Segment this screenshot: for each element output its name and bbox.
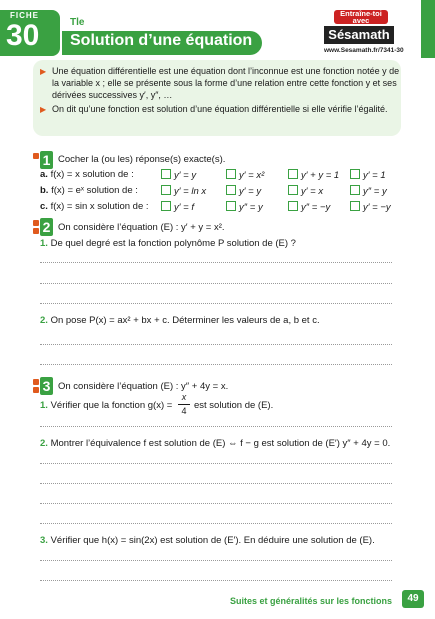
ex1-b-option-2[interactable]	[226, 185, 261, 197]
marker-square-icon	[33, 220, 39, 226]
exercise-3-badge	[33, 377, 53, 395]
option-text: y′ + y = 1	[301, 170, 340, 181]
option-text: y′ = x	[301, 186, 324, 197]
intro-text-1: Une équation différentielle est une équation dont l’inconnue est une fonction notée y de la variable x ; elle se présente sous la forme d’une relation entre cette fonction y et ses dérivées successives y′, y″, …	[52, 66, 400, 100]
ex1-a-option-3[interactable]	[288, 169, 339, 181]
corner-tab	[421, 0, 435, 58]
sesamath-brand: Sésamath	[324, 26, 394, 44]
checkbox[interactable]	[226, 185, 236, 195]
intro-text-2: On dit qu’une fonction est solution d’une équation différentielle si elle vérifie l’égalité.	[52, 104, 388, 114]
fraction-bar	[178, 404, 190, 405]
option-text: y″ = −y	[301, 202, 331, 213]
answer-line[interactable]	[40, 262, 392, 263]
fraction-numerator: x	[181, 392, 187, 402]
checkbox[interactable]	[350, 169, 360, 179]
ex2-q1-text: De quel degré est la fonction polynôme P solution de (E) ?	[50, 238, 296, 249]
ex3-q3-number: 3.	[40, 535, 48, 546]
page-number: 49	[402, 590, 424, 608]
ex3-q2-number: 2.	[40, 438, 48, 449]
page-title: Solution d’une équation	[70, 32, 253, 49]
answer-line[interactable]	[40, 426, 392, 427]
answer-line[interactable]	[40, 580, 392, 581]
option-text: y′ = −y	[363, 202, 391, 213]
sesamath-url[interactable]: www.Sesamath.fr/7341-30	[324, 47, 404, 54]
answer-line[interactable]	[40, 560, 392, 561]
ex1-row-a-label: a.	[40, 169, 48, 180]
ex2-q2-number: 2.	[40, 315, 48, 326]
ex1-c-option-1[interactable]	[161, 201, 194, 213]
exercise-1-instruction: Cocher la (ou les) réponse(s) exacte(s).	[58, 154, 226, 165]
exercise-2-badge	[33, 218, 53, 236]
ex1-b-option-4[interactable]	[350, 185, 387, 197]
answer-line[interactable]	[40, 303, 392, 304]
ex3-question-1	[40, 400, 172, 411]
ex3-question-3	[40, 535, 375, 546]
option-text: y″ = y	[363, 186, 387, 197]
ex3-q2-text: Montrer l’équivalence f est solution de (E) ⇔ f − g est solution de (E′) y″ + 4y = 0.	[50, 438, 391, 449]
ex1-b-option-1[interactable]	[161, 185, 206, 197]
ex1-a-option-1[interactable]	[161, 169, 196, 181]
sesamath-logo[interactable]	[324, 9, 404, 58]
checkbox[interactable]	[288, 201, 298, 211]
fraction-denominator: 4	[181, 406, 187, 416]
option-text: y′ = y	[174, 170, 197, 181]
ex3-q1-text-a: Vérifier que la fonction g(x) =	[50, 400, 173, 411]
fiche-badge	[0, 10, 60, 56]
ex1-row-c-stmt: f(x) = sin x solution de :	[50, 201, 149, 212]
exercise-1-badge	[33, 151, 53, 169]
ex1-row-b-stmt: f(x) = eˣ solution de :	[51, 185, 138, 196]
ex3-q1-text-b: est solution de (E).	[194, 400, 274, 411]
answer-line[interactable]	[40, 364, 392, 365]
answer-line[interactable]	[40, 483, 392, 484]
option-text: y′ = x²	[239, 170, 265, 181]
ex2-q1-number: 1.	[40, 238, 48, 249]
exercise-2-number: 2	[40, 218, 53, 236]
fiche-number: 30	[6, 19, 40, 52]
exercise-1-number: 1	[40, 151, 53, 169]
checkbox[interactable]	[350, 185, 360, 195]
ex1-c-option-4[interactable]	[350, 201, 391, 213]
ex1-row-a	[40, 169, 134, 180]
option-text: y′ = y	[239, 186, 262, 197]
marker-square-icon	[33, 153, 39, 159]
ex1-a-option-2[interactable]	[226, 169, 264, 181]
ex1-a-option-4[interactable]	[350, 169, 386, 181]
answer-line[interactable]	[40, 523, 392, 524]
exercise-3-intro: On considère l’équation (E) : y″ + 4y = x.	[58, 381, 229, 392]
checkbox[interactable]	[161, 169, 171, 179]
bullet-triangle-icon: ▶	[40, 67, 47, 76]
bullet-triangle-icon: ▶	[40, 105, 47, 114]
ex2-question-1	[40, 238, 296, 249]
footer-chapter: Suites et généralités sur les fonctions	[230, 596, 393, 606]
checkbox[interactable]	[288, 169, 298, 179]
ex1-row-b-label: b.	[40, 185, 49, 196]
checkbox[interactable]	[226, 201, 236, 211]
ex1-row-c	[40, 201, 149, 212]
option-text: y′ = ln x	[174, 186, 207, 197]
ex1-c-option-3[interactable]	[288, 201, 330, 213]
ex3-question-2	[40, 438, 390, 449]
checkbox[interactable]	[288, 185, 298, 195]
exercise-3-number: 3	[40, 377, 53, 395]
sesamath-badge: Entraîne-toi avec	[334, 10, 388, 24]
ex2-q2-text: On pose P(x) = ax² + bx + c. Déterminer les valeurs de a, b et c.	[50, 315, 320, 326]
checkbox[interactable]	[161, 201, 171, 211]
checkbox[interactable]	[161, 185, 171, 195]
ex3-q1-number: 1.	[40, 400, 48, 411]
ex1-b-option-3[interactable]	[288, 185, 323, 197]
ex1-c-option-2[interactable]	[226, 201, 263, 213]
answer-line[interactable]	[40, 503, 392, 504]
answer-line[interactable]	[40, 283, 392, 284]
exercise-2-intro: On considère l’équation (E) : y′ + y = x².	[58, 222, 225, 233]
ex1-row-c-label: c.	[40, 201, 48, 212]
ex1-row-b	[40, 185, 138, 196]
answer-line[interactable]	[40, 344, 392, 345]
ex1-row-a-stmt: f(x) = x solution de :	[50, 169, 134, 180]
option-text: y′ = f	[174, 202, 194, 213]
fiche-label: FICHE	[10, 11, 39, 20]
answer-line[interactable]	[40, 463, 392, 464]
option-text: y′ = 1	[363, 170, 386, 181]
ex3-q3-text: Vérifier que h(x) = sin(2x) est solution de (E′). En déduire une solution de (E).	[50, 535, 375, 546]
marker-square-icon	[33, 379, 39, 385]
option-text: y″ = y	[239, 202, 263, 213]
grade-label: Tle	[70, 17, 85, 28]
checkbox[interactable]	[226, 169, 236, 179]
marker-square-icon	[33, 228, 39, 234]
ex2-question-2	[40, 315, 320, 326]
marker-square-icon	[33, 387, 39, 393]
checkbox[interactable]	[350, 201, 360, 211]
